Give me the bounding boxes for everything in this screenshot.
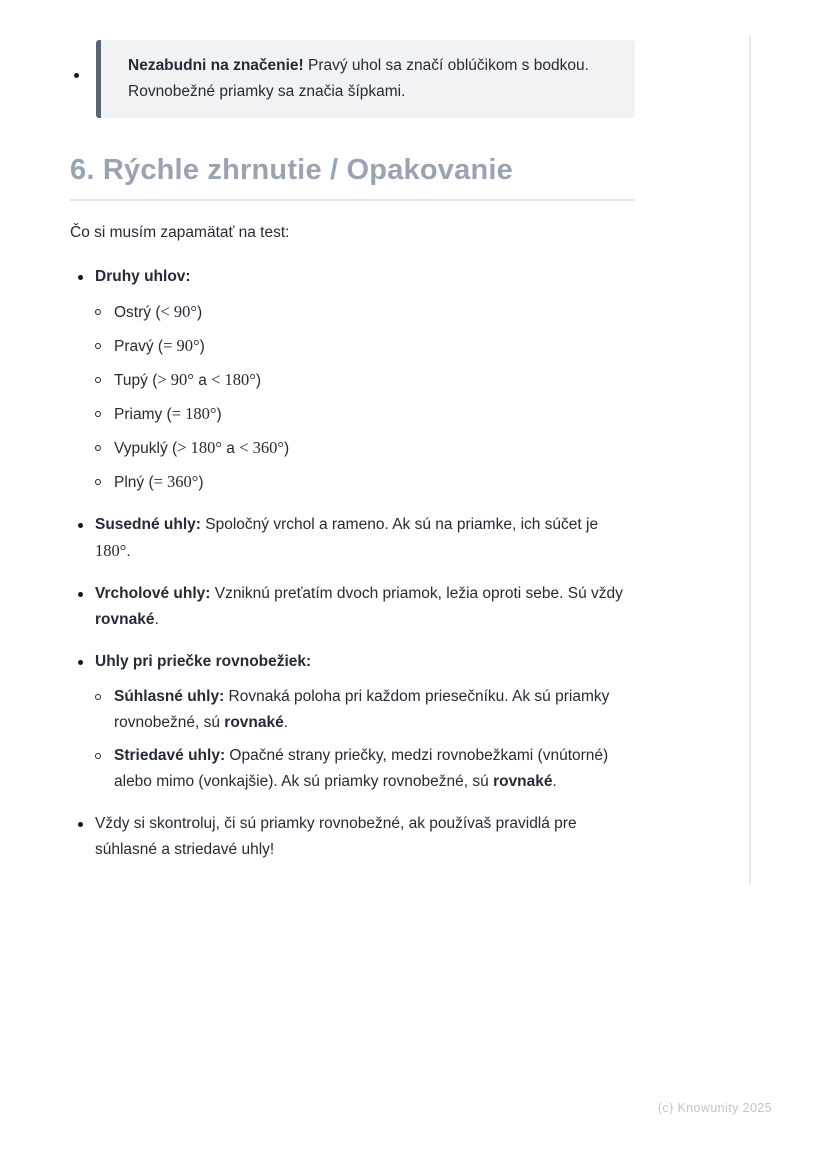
list-item-text: Vždy si skontroluj, či sú priamky rovnobežné, ak používaš pravidlá pre súhlasné a striedavé uhly! — [95, 815, 577, 858]
circle-bullet-icon — [95, 343, 101, 349]
list-item — [70, 512, 635, 565]
section-heading: 6. Rýchle zhrnutie / Opakovanie — [70, 154, 513, 186]
list-item-text: Susedné uhly: Spoločný vrchol a rameno. Ak sú na priamke, ich súčet je 180°. — [95, 516, 599, 560]
sub-list-item-text: Pravý (= 90°) — [114, 336, 205, 355]
circle-bullet-icon — [95, 694, 101, 700]
bullet-icon — [74, 73, 79, 78]
circle-bullet-icon — [95, 445, 101, 451]
sub-list-item — [95, 435, 635, 462]
sub-list-item-text: Tupý (> 90° a < 180°) — [114, 370, 262, 389]
circle-bullet-icon — [95, 309, 101, 315]
list-item — [70, 649, 635, 795]
heading-divider — [70, 199, 635, 201]
bullet-icon — [78, 275, 83, 280]
bullet-icon — [78, 592, 83, 597]
sub-list-item-text: Striedavé uhly: Opačné strany priečky, medzi rovnobežkami (vnútorné) alebo mimo (vonkajšie). Ak sú priamky rovnobežné, sú rovnaké. — [114, 747, 609, 790]
sub-list-item-text: Priamy (= 180°) — [114, 404, 222, 423]
sub-list-item — [95, 367, 635, 394]
vertical-divider — [749, 35, 751, 885]
sub-list-item — [95, 684, 635, 736]
list-item — [70, 811, 635, 863]
angle-types-sublist — [70, 299, 635, 496]
sub-list-item — [95, 401, 635, 428]
list-item-text: Vrcholové uhly: Vzniknú preťatím dvoch priamok, ležia oproti sebe. Sú vždy rovnaké. — [95, 585, 623, 628]
callout-list-item — [70, 40, 635, 118]
sub-list-item-text: Ostrý (< 90°) — [114, 302, 203, 321]
bullet-icon — [78, 822, 83, 827]
sub-list-item-text: Plný (= 360°) — [114, 472, 204, 491]
sub-list-item-text: Súhlasné uhly: Rovnaká poloha pri každom priesečníku. Ak sú priamky rovnobežné, sú rovnaké. — [114, 688, 610, 731]
bullet-icon — [78, 523, 83, 528]
transversal-sublist — [70, 684, 635, 795]
sub-list-item — [95, 469, 635, 496]
list-item-text: Uhly pri priečke rovnobežiek: — [95, 653, 312, 670]
circle-bullet-icon — [95, 479, 101, 485]
sub-list-item — [95, 333, 635, 360]
list-item — [70, 581, 635, 633]
callout — [96, 40, 635, 118]
circle-bullet-icon — [95, 411, 101, 417]
bullet-icon — [78, 660, 83, 665]
sub-list-item — [95, 299, 635, 326]
sub-list-item-text: Vypuklý (> 180° a < 360°) — [114, 438, 290, 457]
intro-paragraph: Čo si musím zapamätať na test: — [70, 224, 290, 241]
note-content — [70, 40, 635, 879]
summary-list — [70, 264, 635, 863]
footer-copyright: (c) Knowunity 2025 — [657, 1101, 772, 1115]
callout-text: Nezabudni na značenie! Pravý uhol sa značí oblúčikom s bodkou. Rovnobežné priamky sa značia šípkami. — [128, 57, 589, 100]
list-item — [70, 264, 635, 496]
circle-bullet-icon — [95, 377, 101, 383]
circle-bullet-icon — [95, 753, 101, 759]
list-item-text: Druhy uhlov: — [95, 268, 191, 285]
sub-list-item — [95, 743, 635, 795]
